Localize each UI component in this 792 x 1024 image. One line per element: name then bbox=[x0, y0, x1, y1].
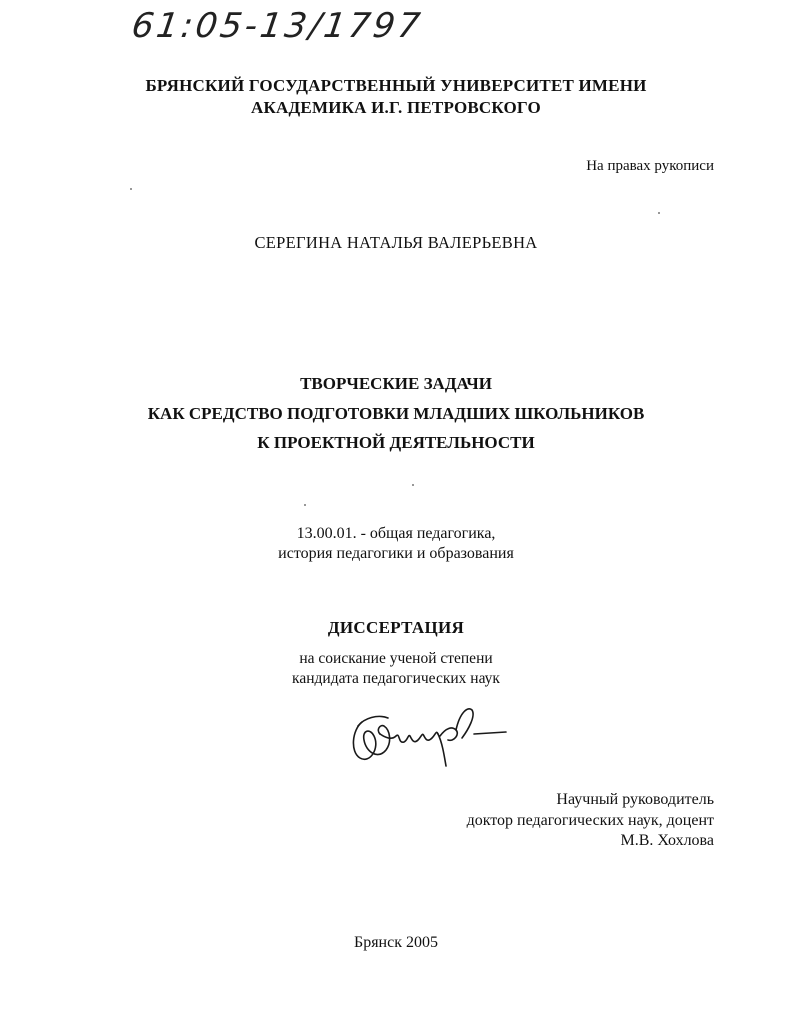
title-line-3: К ПРОЕКТНОЙ ДЕЯТЕЛЬНОСТИ bbox=[257, 433, 535, 452]
paper-speck bbox=[658, 212, 660, 214]
specialty-line-1: 13.00.01. - общая педагогика, bbox=[296, 525, 496, 542]
dissertation-title bbox=[0, 369, 792, 458]
paper-speck bbox=[412, 484, 414, 486]
degree-statement bbox=[0, 649, 792, 689]
university-name-line-2: АКАДЕМИКА И.Г. ПЕТРОВСКОГО bbox=[251, 98, 541, 117]
archive-code-handwritten: 61:05-13/1797 bbox=[129, 6, 426, 46]
specialty-line-2: история педагогики и образования bbox=[278, 545, 514, 562]
author-signature bbox=[344, 700, 514, 770]
paper-speck bbox=[130, 188, 132, 190]
supervisor-line-1: Научный руководитель bbox=[556, 791, 714, 808]
degree-line-2: кандидата педагогических наук bbox=[292, 670, 500, 687]
supervisor-line-2: доктор педагогических наук, доцент bbox=[466, 811, 714, 829]
university-name-line-1: БРЯНСКИЙ ГОСУДАРСТВЕННЫЙ УНИВЕРСИТЕТ ИМЕНИ bbox=[145, 76, 647, 95]
university-name bbox=[0, 75, 792, 119]
author-name: СЕРЕГИНА НАТАЛЬЯ ВАЛЕРЬЕВНА bbox=[254, 233, 538, 252]
degree-line-1: на соискание ученой степени bbox=[299, 650, 493, 667]
rights-note: На правах рукописи bbox=[586, 158, 714, 174]
paper-speck bbox=[304, 504, 306, 506]
title-line-1: ТВОРЧЕСКИЕ ЗАДАЧИ bbox=[300, 374, 492, 393]
title-line-2: КАК СРЕДСТВО ПОДГОТОВКИ МЛАДШИХ ШКОЛЬНИКОВ bbox=[147, 403, 645, 423]
document-type: ДИССЕРТАЦИЯ bbox=[327, 618, 465, 637]
supervisor-line-3: М.В. Хохлова bbox=[620, 832, 714, 849]
place-and-year: Брянск 2005 bbox=[354, 934, 438, 951]
scientific-supervisor bbox=[467, 790, 714, 852]
specialty-code bbox=[0, 524, 792, 564]
